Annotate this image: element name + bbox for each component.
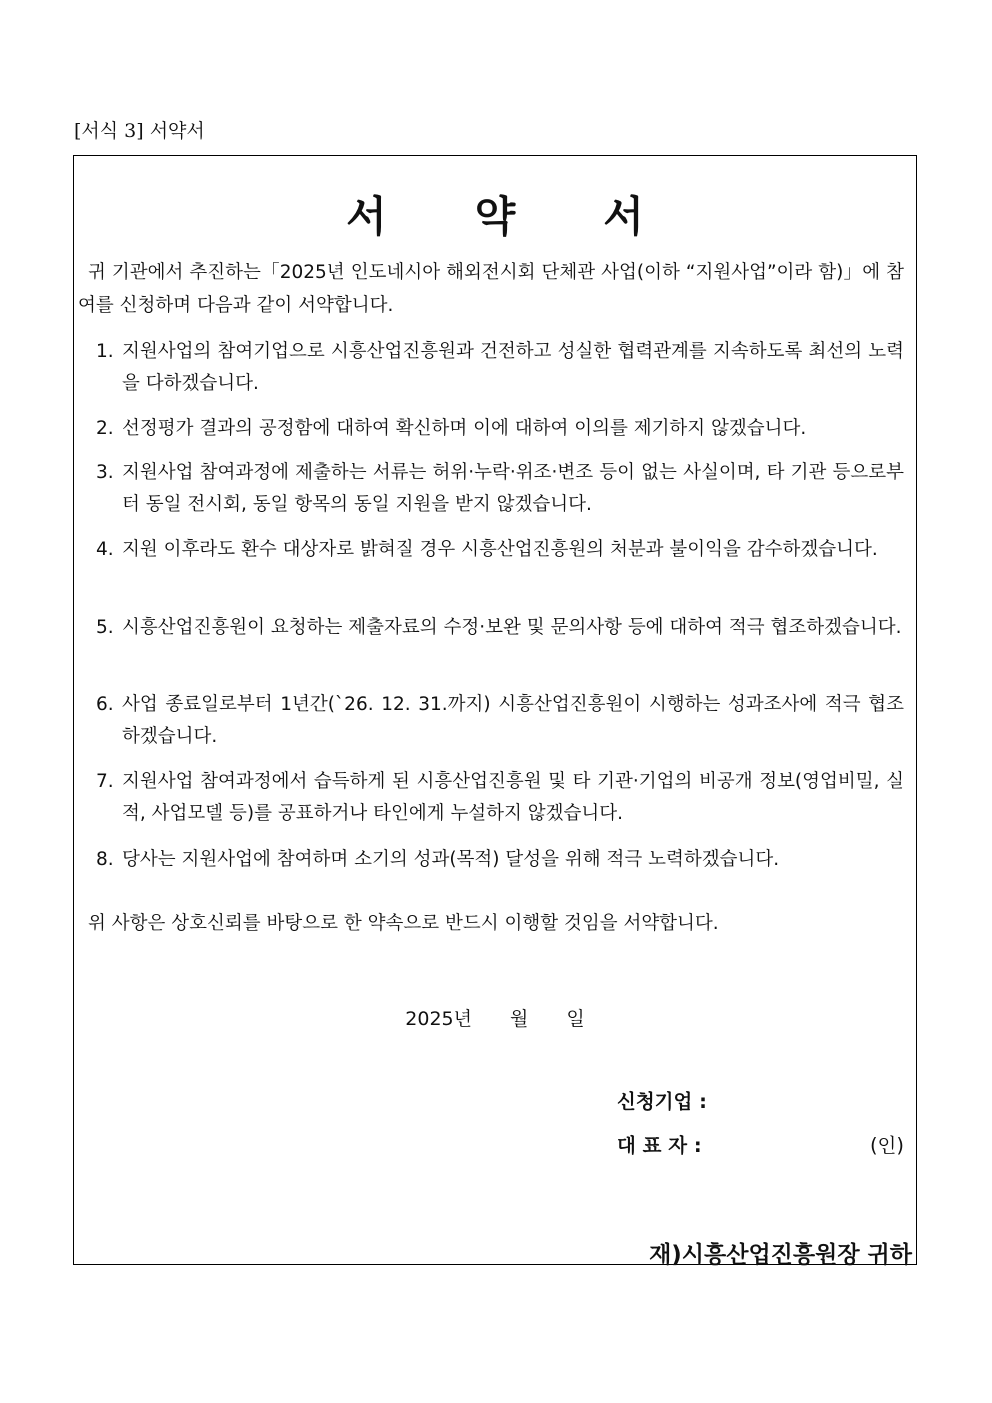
pledge-number: 7.: [96, 771, 114, 792]
title-char-2: 약: [474, 192, 516, 241]
date-line: [74, 1004, 916, 1031]
intro-paragraph: 귀 기관에서 추진하는「2025년 인도네시아 해외전시회 단체관 사업(이하 “지원사업”이라 함)」에 참여를 신청하며 다음과 같이 서약합니다.: [78, 262, 904, 316]
pledge-item-6: [96, 689, 904, 753]
date-year: 2025년: [405, 1008, 472, 1030]
pledge-number: 3.: [96, 462, 114, 483]
pledge-text: 지원사업 참여과정에 제출하는 서류는 허위·누락·위조·변조 등이 없는 사실이며, 타 기관 등으로부터 동일 전시회, 동일 항목의 동일 지원을 받지 않겠습니다.: [122, 462, 904, 515]
date-day: 일: [566, 1008, 585, 1030]
pledge-number: 4.: [96, 539, 114, 560]
pledge-text: 선정평가 결과의 공정함에 대하여 확신하며 이에 대하여 이의를 제기하지 않겠습니다.: [122, 418, 807, 439]
seal-mark: (인): [869, 1134, 904, 1157]
pledge-number: 2.: [96, 418, 114, 439]
pledge-item-3: [96, 457, 904, 521]
pledge-item-2: [96, 413, 904, 445]
applicant-company-label: 신청기업 :: [617, 1090, 707, 1113]
pledge-text: 지원사업의 참여기업으로 시흥산업진흥원과 건전하고 성실한 협력관계를 지속하도록 최선의 노력을 다하겠습니다.: [122, 341, 904, 394]
pledge-text: 사업 종료일로부터 1년간(`26. 12. 31.까지) 시흥산업진흥원이 시행하는 성과조사에 적극 협조하겠습니다.: [122, 694, 904, 747]
pledge-number: 1.: [96, 341, 114, 362]
representative-label: 대 표 자 :: [617, 1134, 702, 1157]
pledge-text: 지원사업 참여과정에서 습득하게 된 시흥산업진흥원 및 타 기관·기업의 비공개 정보(영업비밀, 실적, 사업모델 등)를 공표하거나 타인에게 누설하지 않겠습니다.: [122, 771, 904, 824]
form-number-label: [서식 3] 서약서: [74, 120, 205, 142]
pledge-item-1: [96, 336, 904, 400]
closing-statement: 위 사항은 상호신뢰를 바탕으로 한 약속으로 반드시 이행할 것임을 서약합니다.: [88, 913, 719, 934]
pledge-text: 지원 이후라도 환수 대상자로 밝혀질 경우 시흥산업진흥원의 처분과 불이익을 감수하겠습니다.: [122, 539, 878, 560]
pledge-item-5: [96, 612, 904, 644]
pledge-number: 5.: [96, 617, 114, 638]
pledge-number: 6.: [96, 694, 114, 715]
pledge-item-4: [96, 534, 904, 566]
pledge-text: 시흥산업진흥원이 요청하는 제출자료의 수정·보완 및 문의사항 등에 대하여 적극 협조하겠습니다.: [122, 617, 902, 638]
document-title: [74, 184, 916, 244]
pledge-item-7: [96, 766, 904, 830]
title-char-3: 서: [603, 192, 644, 241]
pledge-text: 당사는 지원사업에 참여하며 소기의 성과(목적) 달성을 위해 적극 노력하겠습니다.: [122, 849, 780, 870]
recipient-line: 재)시흥산업진흥원장 귀하: [649, 1242, 912, 1268]
pledge-item-8: [96, 844, 904, 876]
pledge-document-box: [73, 155, 917, 1268]
date-month: 월: [510, 1008, 529, 1030]
pledge-number: 8.: [96, 849, 114, 870]
title-char-1: 서: [346, 192, 387, 241]
